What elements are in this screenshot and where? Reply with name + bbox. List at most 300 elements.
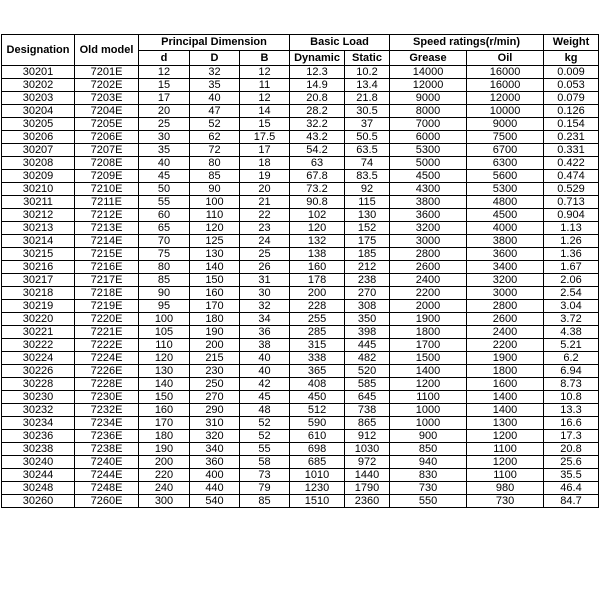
d-cell: 60 [139,209,190,222]
table-row [2,157,599,170]
dynamic-load-cell: 73.2 [290,183,345,196]
dynamic-load-cell: 138 [290,248,345,261]
d-cell: 110 [139,339,190,352]
table-row [2,274,599,287]
dynamic-load-cell: 14.9 [290,79,345,92]
speed-ratings-header: Speed ratings(r/min) [390,35,544,51]
d-cell: 150 [139,391,190,404]
d-cell: 140 [139,378,190,391]
d-cell: 80 [139,261,190,274]
old-model-cell: 7202E [75,79,139,92]
header-row-primary [2,35,599,51]
table-row [2,79,599,92]
static-load-cell: 13.4 [345,79,390,92]
static-load-cell: 185 [345,248,390,261]
b-cell: 18 [240,157,290,170]
weight-cell: 1.67 [544,261,599,274]
designation-cell: 30211 [2,196,75,209]
designation-cell: 30210 [2,183,75,196]
old-model-cell: 7224E [75,352,139,365]
outer-d-cell: 540 [190,495,240,508]
old-model-cell: 7207E [75,144,139,157]
oil-speed-cell: 5600 [467,170,544,183]
designation-cell: 30248 [2,482,75,495]
static-load-cell: 21.8 [345,92,390,105]
grease-speed-cell: 2200 [390,287,467,300]
b-cell: 23 [240,222,290,235]
b-cell: 20 [240,183,290,196]
static-load-cell: 445 [345,339,390,352]
d-cell: 160 [139,404,190,417]
oil-speed-cell: 1800 [467,365,544,378]
grease-speed-cell: 1700 [390,339,467,352]
b-cell: 11 [240,79,290,92]
outer-d-cell: 140 [190,261,240,274]
grease-speed-cell: 7000 [390,118,467,131]
dynamic-load-cell: 12.3 [290,66,345,79]
weight-cell: 1.13 [544,222,599,235]
static-load-cell: 2360 [345,495,390,508]
dynamic-load-cell: 365 [290,365,345,378]
static-load-cell: 238 [345,274,390,287]
grease-speed-cell: 1500 [390,352,467,365]
dynamic-load-cell: 408 [290,378,345,391]
grease-speed-cell: 3000 [390,235,467,248]
outer-d-cell: 47 [190,105,240,118]
grease-speed-cell: 3200 [390,222,467,235]
weight-cell: 84.7 [544,495,599,508]
oil-speed-cell: 3200 [467,274,544,287]
bearing-specifications-table [1,34,599,508]
weight-cell: 25.6 [544,456,599,469]
d-cell: 55 [139,196,190,209]
static-load-cell: 212 [345,261,390,274]
b-cell: 17.5 [240,131,290,144]
b-cell: 12 [240,92,290,105]
static-load-cell: 83.5 [345,170,390,183]
static-load-cell: 738 [345,404,390,417]
b-cell: 38 [240,339,290,352]
oil-speed-cell: 1300 [467,417,544,430]
weight-cell: 0.422 [544,157,599,170]
d-cell: 65 [139,222,190,235]
table-row [2,352,599,365]
designation-header: Designation [2,35,75,66]
designation-cell: 30201 [2,66,75,79]
table-row [2,300,599,313]
designation-cell: 30214 [2,235,75,248]
b-cell: 40 [240,352,290,365]
outer-d-cell: 215 [190,352,240,365]
static-load-cell: 645 [345,391,390,404]
static-load-cell: 585 [345,378,390,391]
static-load-cell: 865 [345,417,390,430]
table-row [2,326,599,339]
oil-speed-cell: 1200 [467,456,544,469]
subheader-kg: kg [544,51,599,66]
dynamic-load-cell: 20.8 [290,92,345,105]
outer-d-cell: 90 [190,183,240,196]
outer-d-cell: 400 [190,469,240,482]
table-row [2,313,599,326]
weight-cell: 0.713 [544,196,599,209]
oil-speed-cell: 2800 [467,300,544,313]
designation-cell: 30240 [2,456,75,469]
outer-d-cell: 340 [190,443,240,456]
outer-d-cell: 62 [190,131,240,144]
d-cell: 240 [139,482,190,495]
d-cell: 170 [139,417,190,430]
outer-d-cell: 440 [190,482,240,495]
d-cell: 70 [139,235,190,248]
oil-speed-cell: 1600 [467,378,544,391]
weight-cell: 20.8 [544,443,599,456]
weight-cell: 2.06 [544,274,599,287]
dynamic-load-cell: 63 [290,157,345,170]
b-cell: 19 [240,170,290,183]
dynamic-load-cell: 200 [290,287,345,300]
old-model-cell: 7260E [75,495,139,508]
designation-cell: 30226 [2,365,75,378]
d-cell: 15 [139,79,190,92]
d-cell: 100 [139,313,190,326]
grease-speed-cell: 1400 [390,365,467,378]
old-model-cell: 7203E [75,92,139,105]
b-cell: 40 [240,365,290,378]
designation-cell: 30203 [2,92,75,105]
oil-speed-cell: 1100 [467,443,544,456]
d-cell: 95 [139,300,190,313]
grease-speed-cell: 4500 [390,170,467,183]
old-model-cell: 7214E [75,235,139,248]
table-row [2,261,599,274]
old-model-cell: 7238E [75,443,139,456]
b-cell: 79 [240,482,290,495]
b-cell: 24 [240,235,290,248]
oil-speed-cell: 3600 [467,248,544,261]
subheader-grease: Grease [390,51,467,66]
b-cell: 17 [240,144,290,157]
designation-cell: 30208 [2,157,75,170]
table-row [2,417,599,430]
weight-cell: 5.21 [544,339,599,352]
designation-cell: 30212 [2,209,75,222]
old-model-cell: 7205E [75,118,139,131]
weight-cell: 6.94 [544,365,599,378]
designation-cell: 30221 [2,326,75,339]
table-row [2,378,599,391]
static-load-cell: 350 [345,313,390,326]
dynamic-load-cell: 1510 [290,495,345,508]
static-load-cell: 1440 [345,469,390,482]
weight-cell: 10.8 [544,391,599,404]
static-load-cell: 520 [345,365,390,378]
dynamic-load-cell: 338 [290,352,345,365]
static-load-cell: 50.5 [345,131,390,144]
outer-d-cell: 310 [190,417,240,430]
dynamic-load-cell: 67.8 [290,170,345,183]
b-cell: 15 [240,118,290,131]
dynamic-load-cell: 28.2 [290,105,345,118]
d-cell: 130 [139,365,190,378]
table-row [2,222,599,235]
subheader-d: d [139,51,190,66]
b-cell: 12 [240,66,290,79]
designation-cell: 30207 [2,144,75,157]
oil-speed-cell: 12000 [467,92,544,105]
static-load-cell: 63.5 [345,144,390,157]
d-cell: 30 [139,131,190,144]
outer-d-cell: 320 [190,430,240,443]
b-cell: 85 [240,495,290,508]
oil-speed-cell: 3400 [467,261,544,274]
table-row [2,131,599,144]
weight-cell: 0.079 [544,92,599,105]
grease-speed-cell: 830 [390,469,467,482]
weight-cell: 0.474 [544,170,599,183]
static-load-cell: 308 [345,300,390,313]
dynamic-load-cell: 685 [290,456,345,469]
dynamic-load-cell: 1230 [290,482,345,495]
weight-cell: 0.231 [544,131,599,144]
subheader-dynamic: Dynamic [290,51,345,66]
dynamic-load-cell: 120 [290,222,345,235]
grease-speed-cell: 2800 [390,248,467,261]
b-cell: 52 [240,417,290,430]
oil-speed-cell: 2600 [467,313,544,326]
outer-d-cell: 160 [190,287,240,300]
oil-speed-cell: 5300 [467,183,544,196]
weight-cell: 0.904 [544,209,599,222]
subheader-oil: Oil [467,51,544,66]
subheader-static: Static [345,51,390,66]
outer-d-cell: 170 [190,300,240,313]
oil-speed-cell: 1100 [467,469,544,482]
static-load-cell: 270 [345,287,390,300]
old-model-cell: 7220E [75,313,139,326]
b-cell: 48 [240,404,290,417]
dynamic-load-cell: 255 [290,313,345,326]
d-cell: 12 [139,66,190,79]
d-cell: 50 [139,183,190,196]
table-row [2,456,599,469]
table-row [2,209,599,222]
old-model-cell: 7234E [75,417,139,430]
static-load-cell: 152 [345,222,390,235]
old-model-header: Old model [75,35,139,66]
designation-cell: 30206 [2,131,75,144]
b-cell: 31 [240,274,290,287]
outer-d-cell: 100 [190,196,240,209]
static-load-cell: 1030 [345,443,390,456]
designation-cell: 30220 [2,313,75,326]
grease-speed-cell: 12000 [390,79,467,92]
designation-cell: 30209 [2,170,75,183]
old-model-cell: 7218E [75,287,139,300]
designation-cell: 30222 [2,339,75,352]
old-model-cell: 7240E [75,456,139,469]
weight-cell: 4.38 [544,326,599,339]
d-cell: 17 [139,92,190,105]
b-cell: 45 [240,391,290,404]
static-load-cell: 175 [345,235,390,248]
dynamic-load-cell: 178 [290,274,345,287]
b-cell: 58 [240,456,290,469]
static-load-cell: 130 [345,209,390,222]
designation-cell: 30218 [2,287,75,300]
oil-speed-cell: 730 [467,495,544,508]
grease-speed-cell: 3600 [390,209,467,222]
dynamic-load-cell: 43.2 [290,131,345,144]
oil-speed-cell: 6300 [467,157,544,170]
weight-cell: 0.053 [544,79,599,92]
weight-cell: 17.3 [544,430,599,443]
d-cell: 200 [139,456,190,469]
oil-speed-cell: 2400 [467,326,544,339]
dynamic-load-cell: 315 [290,339,345,352]
static-load-cell: 30.5 [345,105,390,118]
grease-speed-cell: 5000 [390,157,467,170]
static-load-cell: 74 [345,157,390,170]
dynamic-load-cell: 450 [290,391,345,404]
b-cell: 22 [240,209,290,222]
b-cell: 55 [240,443,290,456]
weight-cell: 0.529 [544,183,599,196]
designation-cell: 30216 [2,261,75,274]
old-model-cell: 7206E [75,131,139,144]
static-load-cell: 115 [345,196,390,209]
old-model-cell: 7217E [75,274,139,287]
outer-d-cell: 125 [190,235,240,248]
old-model-cell: 7209E [75,170,139,183]
grease-speed-cell: 1000 [390,404,467,417]
grease-speed-cell: 2600 [390,261,467,274]
b-cell: 42 [240,378,290,391]
table-body [2,66,599,508]
weight-cell: 1.36 [544,248,599,261]
grease-speed-cell: 2000 [390,300,467,313]
grease-speed-cell: 3800 [390,196,467,209]
d-cell: 85 [139,274,190,287]
outer-d-cell: 80 [190,157,240,170]
old-model-cell: 7226E [75,365,139,378]
oil-speed-cell: 4000 [467,222,544,235]
grease-speed-cell: 9000 [390,92,467,105]
designation-cell: 30234 [2,417,75,430]
designation-cell: 30238 [2,443,75,456]
designation-cell: 30224 [2,352,75,365]
d-cell: 300 [139,495,190,508]
table-row [2,105,599,118]
static-load-cell: 972 [345,456,390,469]
outer-d-cell: 40 [190,92,240,105]
old-model-cell: 7204E [75,105,139,118]
oil-speed-cell: 2200 [467,339,544,352]
old-model-cell: 7212E [75,209,139,222]
b-cell: 21 [240,196,290,209]
d-cell: 75 [139,248,190,261]
old-model-cell: 7244E [75,469,139,482]
outer-d-cell: 72 [190,144,240,157]
grease-speed-cell: 1100 [390,391,467,404]
dynamic-load-cell: 90.8 [290,196,345,209]
d-cell: 40 [139,157,190,170]
oil-speed-cell: 16000 [467,66,544,79]
table-row [2,339,599,352]
static-load-cell: 37 [345,118,390,131]
outer-d-cell: 250 [190,378,240,391]
outer-d-cell: 190 [190,326,240,339]
table-row [2,482,599,495]
d-cell: 220 [139,469,190,482]
outer-d-cell: 180 [190,313,240,326]
grease-speed-cell: 14000 [390,66,467,79]
designation-cell: 30217 [2,274,75,287]
b-cell: 14 [240,105,290,118]
table-row [2,365,599,378]
d-cell: 120 [139,352,190,365]
subheader-b: B [240,51,290,66]
grease-speed-cell: 940 [390,456,467,469]
designation-cell: 30232 [2,404,75,417]
weight-cell: 8.73 [544,378,599,391]
oil-speed-cell: 16000 [467,79,544,92]
old-model-cell: 7221E [75,326,139,339]
designation-cell: 30244 [2,469,75,482]
basic-load-header: Basic Load [290,35,390,51]
table-row [2,495,599,508]
dynamic-load-cell: 1010 [290,469,345,482]
oil-speed-cell: 1400 [467,391,544,404]
designation-cell: 30230 [2,391,75,404]
outer-d-cell: 150 [190,274,240,287]
oil-speed-cell: 1200 [467,430,544,443]
old-model-cell: 7208E [75,157,139,170]
d-cell: 25 [139,118,190,131]
dynamic-load-cell: 228 [290,300,345,313]
designation-cell: 30205 [2,118,75,131]
designation-cell: 30236 [2,430,75,443]
outer-d-cell: 360 [190,456,240,469]
oil-speed-cell: 6700 [467,144,544,157]
grease-speed-cell: 550 [390,495,467,508]
grease-speed-cell: 850 [390,443,467,456]
static-load-cell: 482 [345,352,390,365]
table-row [2,196,599,209]
d-cell: 45 [139,170,190,183]
outer-d-cell: 130 [190,248,240,261]
weight-cell: 0.331 [544,144,599,157]
dynamic-load-cell: 102 [290,209,345,222]
grease-speed-cell: 1000 [390,417,467,430]
grease-speed-cell: 2400 [390,274,467,287]
outer-d-cell: 110 [190,209,240,222]
old-model-cell: 7213E [75,222,139,235]
designation-cell: 30219 [2,300,75,313]
grease-speed-cell: 1900 [390,313,467,326]
d-cell: 35 [139,144,190,157]
old-model-cell: 7219E [75,300,139,313]
b-cell: 30 [240,287,290,300]
weight-cell: 2.54 [544,287,599,300]
dynamic-load-cell: 32.2 [290,118,345,131]
weight-cell: 0.009 [544,66,599,79]
designation-cell: 30215 [2,248,75,261]
b-cell: 32 [240,300,290,313]
outer-d-cell: 270 [190,391,240,404]
b-cell: 52 [240,430,290,443]
old-model-cell: 7210E [75,183,139,196]
